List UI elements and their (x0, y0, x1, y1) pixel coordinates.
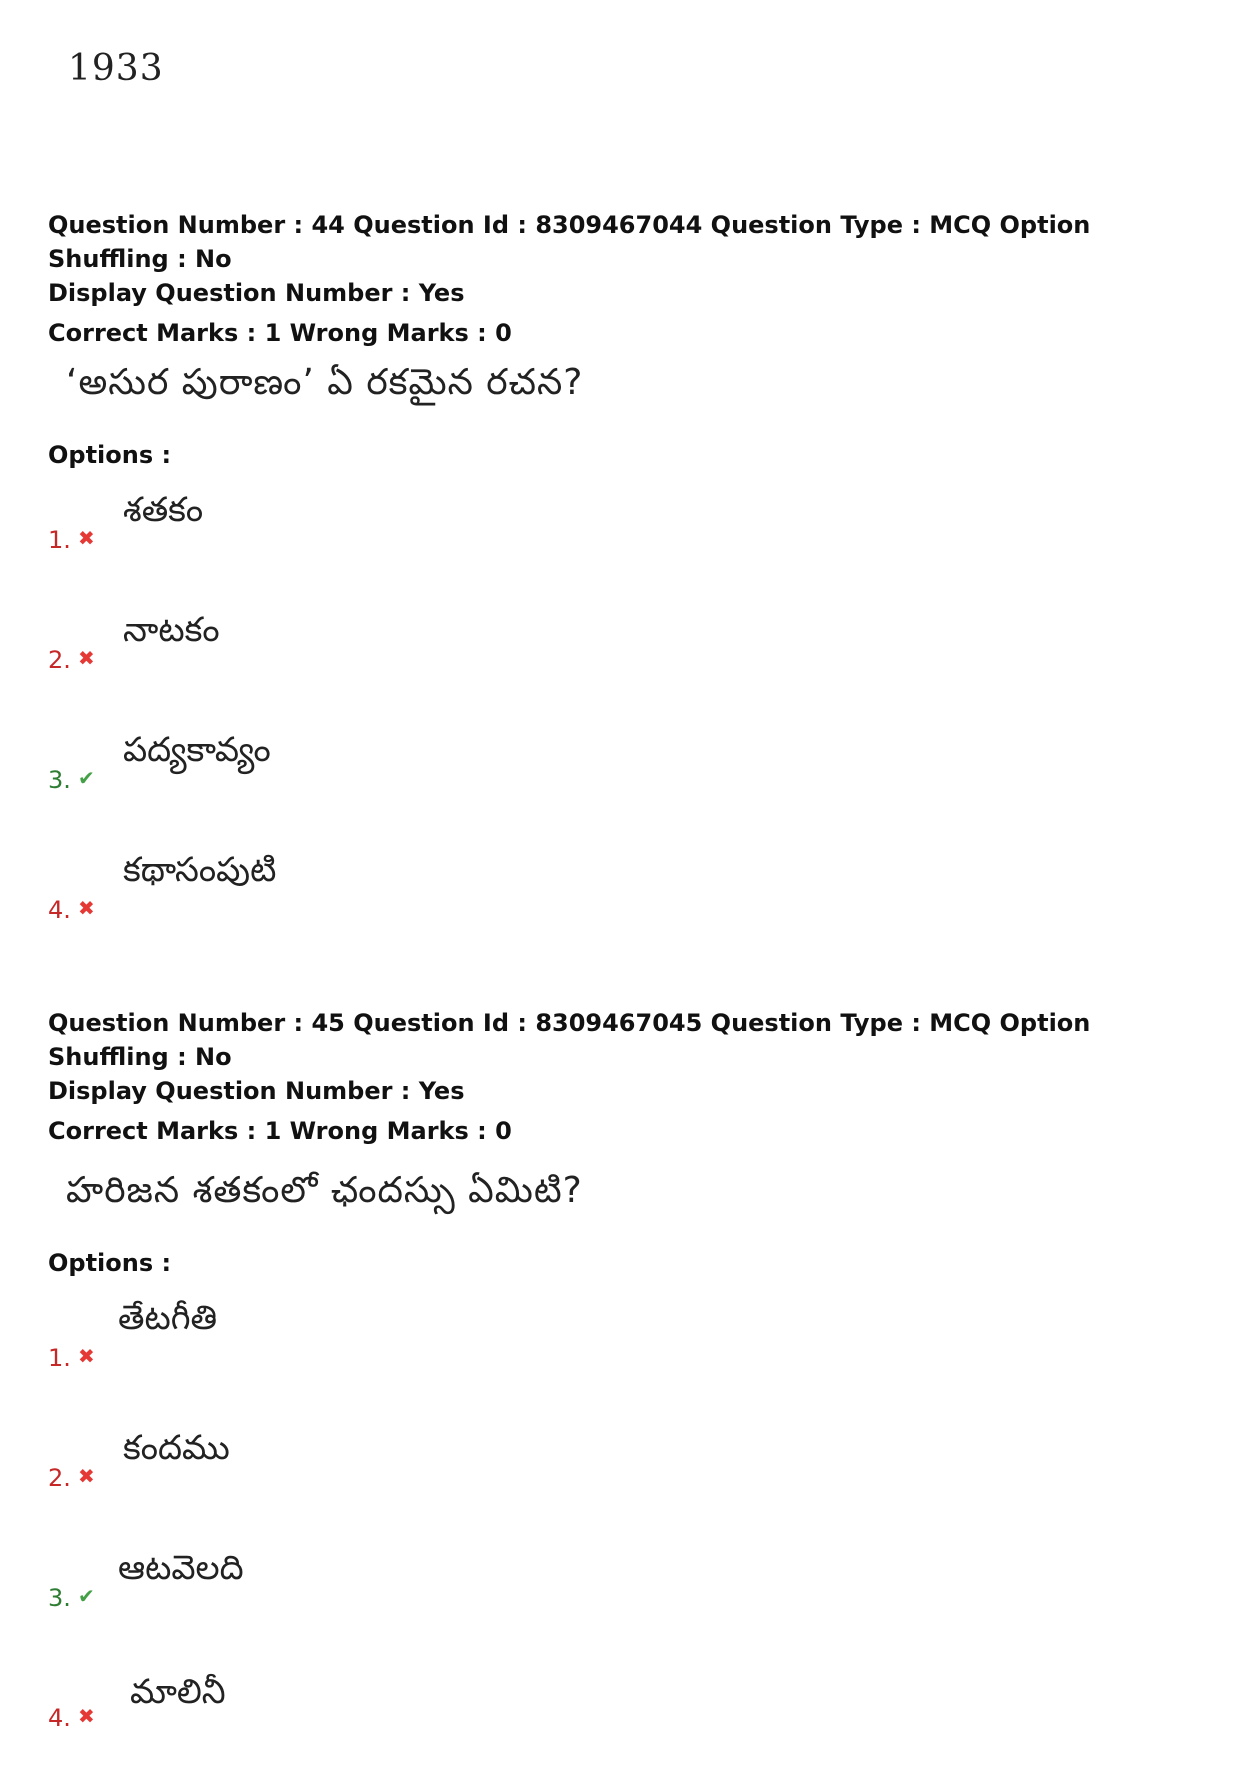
option-number: 3. (48, 1584, 71, 1612)
display-question-number: Display Question Number : Yes (48, 1077, 465, 1105)
wrong-mark-icon: ✖ (78, 1464, 95, 1488)
option-item (48, 490, 1208, 610)
question-block (48, 208, 1208, 970)
question-marks: Correct Marks : 1 Wrong Marks : 0 (48, 1117, 512, 1145)
option-text: నాటకం (123, 610, 220, 650)
option-item (48, 1538, 1208, 1658)
option-number: 1. (48, 526, 71, 554)
option-number: 2. (48, 646, 71, 674)
question-text: ‘అసుర పురాణం’ ఏ రకమైన రచన? (66, 362, 584, 403)
option-text: ఆటవెలది (118, 1548, 244, 1588)
display-question-number: Display Question Number : Yes (48, 279, 465, 307)
option-item (48, 1418, 1208, 1538)
question-meta: Question Number : 45 Question Id : 8309467045 Question Type : MCQ Option Shuffling : No (48, 1009, 1091, 1071)
wrong-mark-icon: ✖ (78, 1704, 95, 1728)
previous-answer: 1933 (68, 48, 164, 89)
option-number: 4. (48, 1704, 71, 1732)
options-list (48, 490, 1208, 970)
question-meta: Question Number : 44 Question Id : 8309467044 Question Type : MCQ Option Shuffling : No (48, 211, 1091, 273)
options-label: Options : (48, 1249, 172, 1277)
wrong-mark-icon: ✖ (78, 526, 95, 550)
option-item (48, 1298, 1208, 1418)
option-item (48, 730, 1208, 850)
options-label: Options : (48, 441, 172, 469)
option-item (48, 610, 1208, 730)
option-text: కందము (123, 1428, 230, 1468)
question-marks: Correct Marks : 1 Wrong Marks : 0 (48, 319, 512, 347)
option-text: పద్యకావ్యం (123, 730, 271, 770)
option-text: శతకం (123, 490, 204, 530)
option-text: మాలినీ (130, 1672, 226, 1712)
question-block (48, 1006, 1208, 1778)
wrong-mark-icon: ✖ (78, 896, 95, 920)
option-number: 4. (48, 896, 71, 924)
option-number: 3. (48, 766, 71, 794)
correct-mark-icon: ✔ (78, 1584, 95, 1608)
option-item (48, 850, 1208, 970)
wrong-mark-icon: ✖ (78, 646, 95, 670)
options-list (48, 1298, 1208, 1778)
correct-mark-icon: ✔ (78, 766, 95, 790)
option-number: 1. (48, 1344, 71, 1372)
wrong-mark-icon: ✖ (78, 1344, 95, 1368)
option-number: 2. (48, 1464, 71, 1492)
option-text: కథాసంపుటి (123, 850, 277, 890)
option-item (48, 1658, 1208, 1778)
option-text: తేటగీతి (118, 1298, 218, 1338)
question-text: హరిజన శతకంలో ఛందస్సు ఏమిటి? (66, 1170, 583, 1211)
